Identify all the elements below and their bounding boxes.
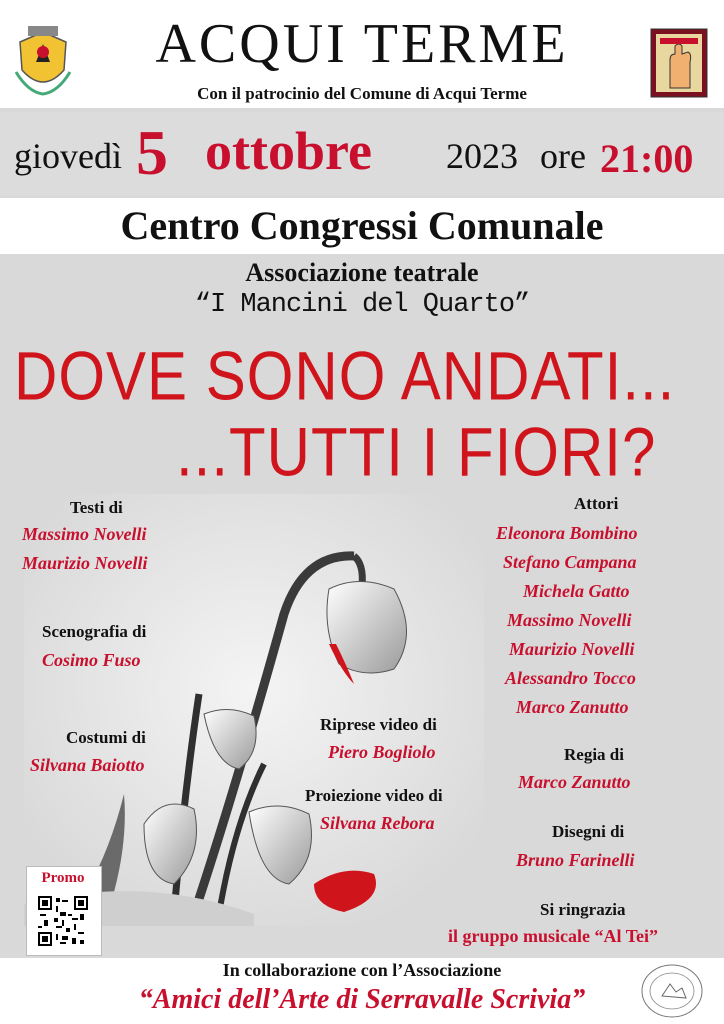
- collaboration-label: In collaborazione con l’Associazione: [222, 960, 502, 980]
- actor-name: Michela Gatto: [523, 581, 630, 601]
- association-stamp-icon: [640, 962, 704, 1020]
- show-title-line-1: DOVE SONO ANDATI...: [14, 337, 676, 415]
- date-month: ottobre: [205, 121, 372, 181]
- company-label: Associazione teatrale: [245, 258, 479, 287]
- costumes-label: Costumi di: [66, 728, 146, 747]
- company-name: “I Mancini del Quarto”: [194, 290, 530, 320]
- texts-label: Testi di: [70, 498, 123, 517]
- date-time: 21:00: [600, 136, 694, 181]
- actor-name: Massimo Novelli: [507, 610, 632, 630]
- costumes-name: Silvana Baiotto: [30, 755, 145, 775]
- video-name: Piero Bogliolo: [328, 742, 436, 762]
- city-title: ACQUI TERME: [155, 13, 569, 75]
- promo-label: Promo: [41, 870, 85, 886]
- date-weekday: giovedì: [14, 136, 122, 176]
- city-crest-icon: [14, 22, 72, 96]
- date-day: 5: [136, 117, 168, 188]
- texts-name-1: Massimo Novelli: [22, 524, 147, 544]
- thanks-label: Si ringrazia: [540, 900, 626, 919]
- actor-name: Marco Zanutto: [516, 697, 629, 717]
- actor-name: Alessandro Tocco: [505, 668, 636, 688]
- thanks-name: il gruppo musicale “Al Tei”: [448, 926, 659, 946]
- drawings-label: Disegni di: [552, 822, 625, 841]
- direction-label: Regia di: [564, 745, 624, 764]
- projection-label: Proiezione video di: [305, 786, 443, 805]
- venue-name: Centro Congressi Comunale: [120, 203, 604, 248]
- texts-name-2: Maurizio Novelli: [22, 553, 148, 573]
- date-year: 2023: [446, 136, 518, 176]
- actor-name: Stefano Campana: [503, 552, 637, 572]
- patronage-text: Con il patrocinio del Comune di Acqui Terme: [197, 84, 527, 103]
- qr-code-icon[interactable]: [38, 896, 88, 946]
- actor-name: Eleonora Bombino: [496, 523, 638, 543]
- direction-name: Marco Zanutto: [518, 772, 631, 792]
- actors-label: Attori: [574, 494, 619, 513]
- collaboration-name: “Amici dell’Arte di Serravalle Scrivia”: [138, 984, 586, 1015]
- projection-name: Silvana Rebora: [320, 813, 435, 833]
- drawings-name: Bruno Farinelli: [516, 850, 635, 870]
- set-design-name: Cosimo Fuso: [42, 650, 141, 670]
- video-label: Riprese video di: [320, 715, 437, 734]
- show-title-line-2: ...TUTTI I FIORI?: [176, 413, 657, 491]
- set-design-label: Scenografia di: [42, 622, 147, 641]
- association-logo-icon: [650, 28, 708, 98]
- date-ore-label: ore: [540, 136, 586, 176]
- actor-name: Maurizio Novelli: [509, 639, 635, 659]
